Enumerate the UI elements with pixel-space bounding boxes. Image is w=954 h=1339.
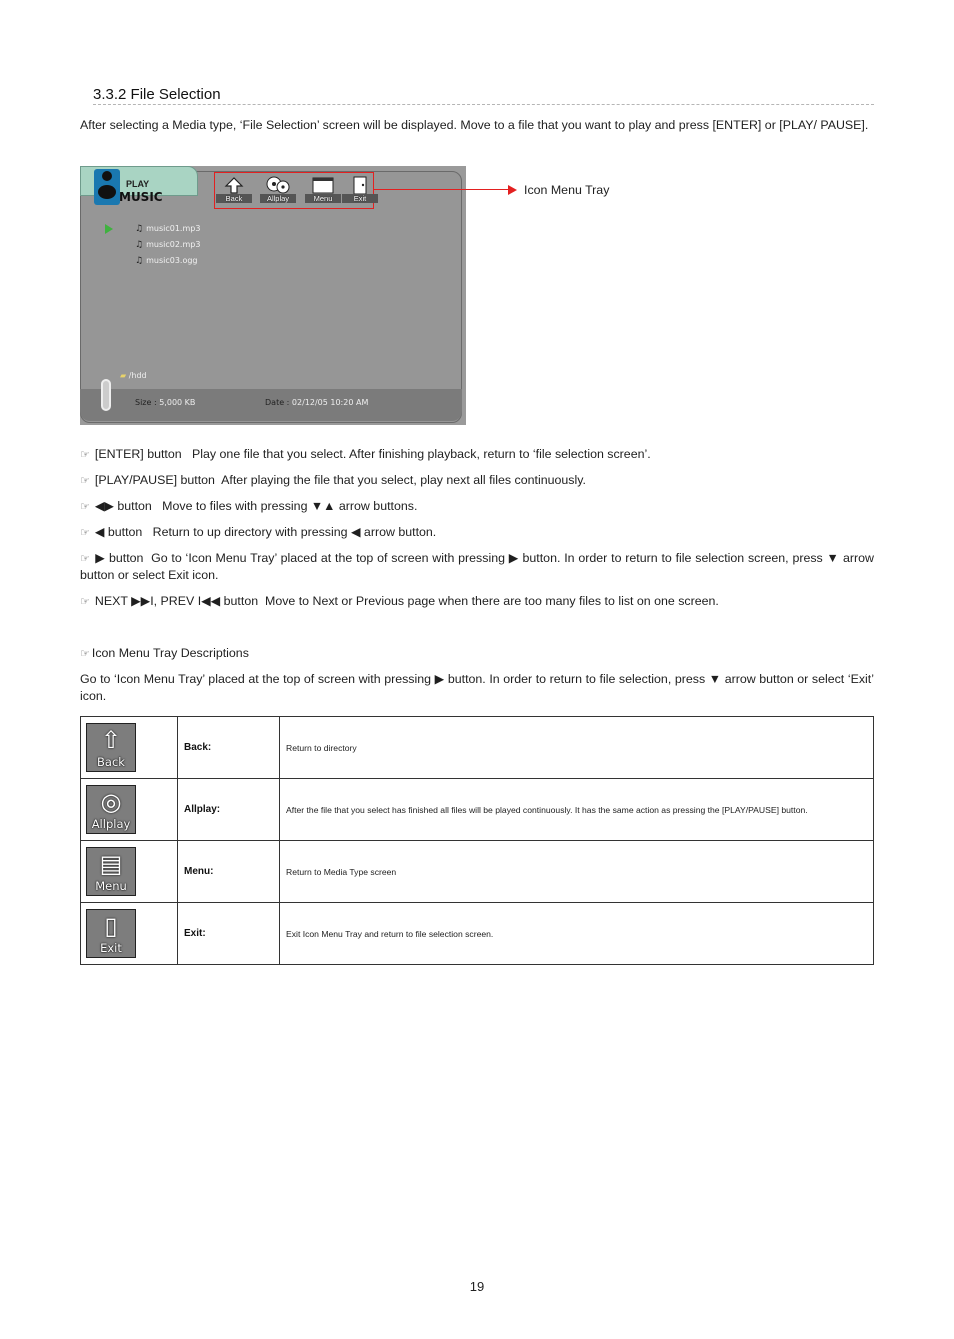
- table-name-cell: Back:: [178, 717, 280, 779]
- pointing-hand-icon: ☞: [80, 526, 90, 539]
- tray-description: Go to ‘Icon Menu Tray’ placed at the top of screen with pressing ▶ button. In order to return to file selection, press ▼ arrow button or select ‘Exit’ icon.: [80, 672, 874, 703]
- speaker-icon: [94, 169, 120, 205]
- media-tab: [80, 166, 198, 204]
- tray-heading: ☞ Icon Menu Tray Descriptions: [80, 646, 249, 660]
- file-item[interactable]: ♫ music03.ogg: [135, 256, 198, 266]
- file-item[interactable]: ♫ music02.mp3: [135, 240, 201, 250]
- bullet-right: ☞ ▶ button Go to ‘Icon Menu Tray’ placed at the top of screen with pressing ▶ button. In order to return to file selection screen, press ▼ arrow button or select Exit icon.: [80, 551, 874, 582]
- table-name-cell: Menu:: [178, 841, 280, 903]
- table-row: [81, 779, 874, 841]
- file-selection-screenshot: [80, 166, 466, 425]
- pointing-hand-icon: ☞: [80, 500, 90, 513]
- selection-cursor-icon: [105, 224, 113, 234]
- menu-icon: ▤ Menu: [86, 847, 136, 896]
- file-date: Date : 02/12/05 10:20 AM: [265, 398, 369, 407]
- back-icon: ⇧ Back: [86, 723, 136, 772]
- section-title: 3.3.2 File Selection: [93, 85, 874, 105]
- intro-paragraph: After selecting a Media type, ‘File Selection’ screen will be displayed. Move to a file that you want to play and press [ENTER] or [PLAY/ PAUSE].: [80, 118, 869, 132]
- folder-icon: ▰: [120, 371, 127, 380]
- table-desc-cell: Exit Icon Menu Tray and return to file selection screen.: [280, 903, 874, 965]
- current-folder: ▰ /hdd: [120, 371, 147, 380]
- table-icon-cell: [81, 779, 178, 841]
- table-icon-cell: [81, 841, 178, 903]
- pointing-hand-icon: ☞: [80, 647, 90, 660]
- bullet-left-right: ☞ ◀▶ button Move to files with pressing ▼▲ arrow buttons.: [80, 499, 418, 513]
- allplay-icon: ◎ Allplay: [86, 785, 136, 834]
- bullet-play-pause: ☞ [PLAY/PAUSE] button After playing the file that you select, play next all files continuously.: [80, 473, 586, 487]
- music-note-icon: ♫: [135, 256, 144, 266]
- tray-menu-icon[interactable]: Menu: [309, 176, 337, 203]
- page-number: 19: [469, 1279, 485, 1294]
- music-note-icon: ♫: [135, 240, 144, 250]
- callout-label: Icon Menu Tray: [524, 183, 610, 197]
- pointing-hand-icon: ☞: [80, 448, 90, 461]
- callout-line: [373, 189, 510, 190]
- bullet-next-prev: ☞ NEXT ▶▶I, PREV I◀◀ button Move to Next or Previous page when there are too many files to list on one screen.: [80, 594, 719, 608]
- table-name-cell: Exit:: [178, 903, 280, 965]
- pointing-hand-icon: ☞: [80, 595, 90, 608]
- table-icon-cell: [81, 903, 178, 965]
- file-item[interactable]: ♫ music01.mp3: [135, 224, 201, 234]
- table-row: [81, 717, 874, 779]
- table-desc-cell: Return to directory: [280, 717, 874, 779]
- pointing-hand-icon: ☞: [80, 552, 90, 565]
- usage-meter-icon: [101, 379, 111, 411]
- icon-tray-table: [80, 716, 874, 965]
- table-row: [81, 841, 874, 903]
- bullet-left: ☞ ◀ button Return to up directory with pressing ◀ arrow button.: [80, 525, 437, 539]
- table-icon-cell: [81, 717, 178, 779]
- file-size: Size : 5,000 KB: [135, 398, 196, 407]
- table-desc-cell: After the file that you select has finished all files will be played continuously. It has the same action as pressing the [PLAY/PAUSE] button.: [280, 779, 874, 841]
- bullet-enter: ☞ [ENTER] button Play one file that you select. After finishing playback, return to ‘file selection screen’.: [80, 447, 651, 461]
- callout-arrow-icon: [508, 185, 517, 195]
- tray-exit-icon[interactable]: Exit: [346, 176, 374, 203]
- pointing-hand-icon: ☞: [80, 474, 90, 487]
- table-name-cell: Allplay:: [178, 779, 280, 841]
- tray-allplay-icon[interactable]: Allplay: [264, 176, 292, 203]
- table-desc-cell: Return to Media Type screen: [280, 841, 874, 903]
- exit-icon: ▯ Exit: [86, 909, 136, 958]
- music-note-icon: ♫: [135, 224, 144, 234]
- tab-music-label: MUSIC: [119, 190, 163, 204]
- table-row: [81, 903, 874, 965]
- tab-play-label: PLAY: [126, 179, 150, 189]
- tray-back-icon[interactable]: Back: [220, 176, 248, 203]
